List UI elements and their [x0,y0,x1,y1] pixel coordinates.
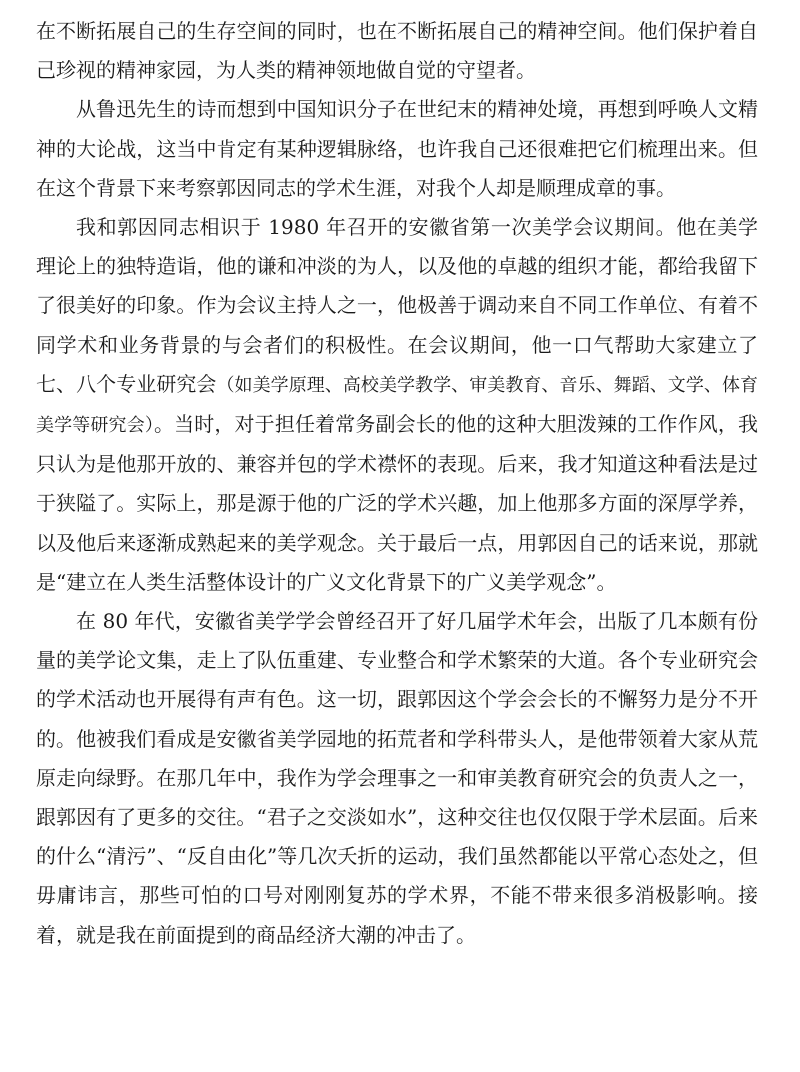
document-page [36,12,758,955]
paragraph-4: 在 80 年代，安徽省美学学会曾经召开了好几届学术年会，出版了几本颇有份量的美学论文集，走上了队伍重建、专业整合和学术繁荣的大道。各个专业研究会的学术活动也开展得有声有色。这一切，跟郭因这个学会会长的不懈努力是分不开的。他被我们看成是安徽省美学园地的拓荒者和学科带头人，是他带领着大家从荒原走向绿野。在那几年中，我作为学会理事之一和审美教育研究会的负责人之一，跟郭因有了更多的交往。“君子之交淡如水”，这种交往也仅仅限于学术层面。后来的什么“清污”、“反自由化”等几次夭折的运动，我们虽然都能以平常心态处之，但毋庸讳言，那些可怕的口号对刚刚复苏的学术界，不能不带来很多消极影响。接着，就是我在前面提到的商品经济大潮的冲击了。 [36,609,758,947]
paragraph-3-text-after-note: 。当时，对于担任着常务副会长的他的这种大胆泼辣的工作作风，我只认为是他那开放的、兼容并包的学术襟怀的表现。后来，我才知道这种看法是过于狭隘了。实际上，那是源于他的广泛的学术兴趣，加上他那多方面的深厚学养，以及他后来逐渐成熟起来的美学观念。关于最后一点，用郭因自己的话来说，那就是“建立在人类生活整体设计的广义文化背景下的广义美学观念”。 [36,412,759,594]
paragraph-2: 从鲁迅先生的诗而想到中国知识分子在世纪末的精神处境，再想到呼唤人文精神的大论战，这当中肯定有某种逻辑脉络，也许我自己还很难把它们梳理出来。但在这个背景下来考察郭因同志的学术生涯，对我个人却是顺理成章的事。 [36,97,758,200]
paragraph-3 [36,208,758,602]
paragraph-3-text-before-note: 我和郭因同志相识于 1980 年召开的安徽省第一次美学会议期间。他在美学理论上的独特造诣，他的谦和冲淡的为人，以及他的卓越的组织才能，都给我留下了很美好的印象。作为会议主持人之一，他极善于调动来自不同工作单位、有着不同学术和业务背景的与会者们的积极性。在会议期间，他一口气帮助大家建立了七、八个专业研究会 [36,215,758,396]
parenthetical-note: （如美学原理、高校美学教学、审美教育、音乐、舞蹈、文学、体育美学等研究会） [36,374,759,437]
paragraph-1: 在不断拓展自己的生存空间的同时，也在不断拓展自己的精神空间。他们保护着自己珍视的精神家园，为人类的精神领地做自觉的守望者。 [36,19,758,83]
